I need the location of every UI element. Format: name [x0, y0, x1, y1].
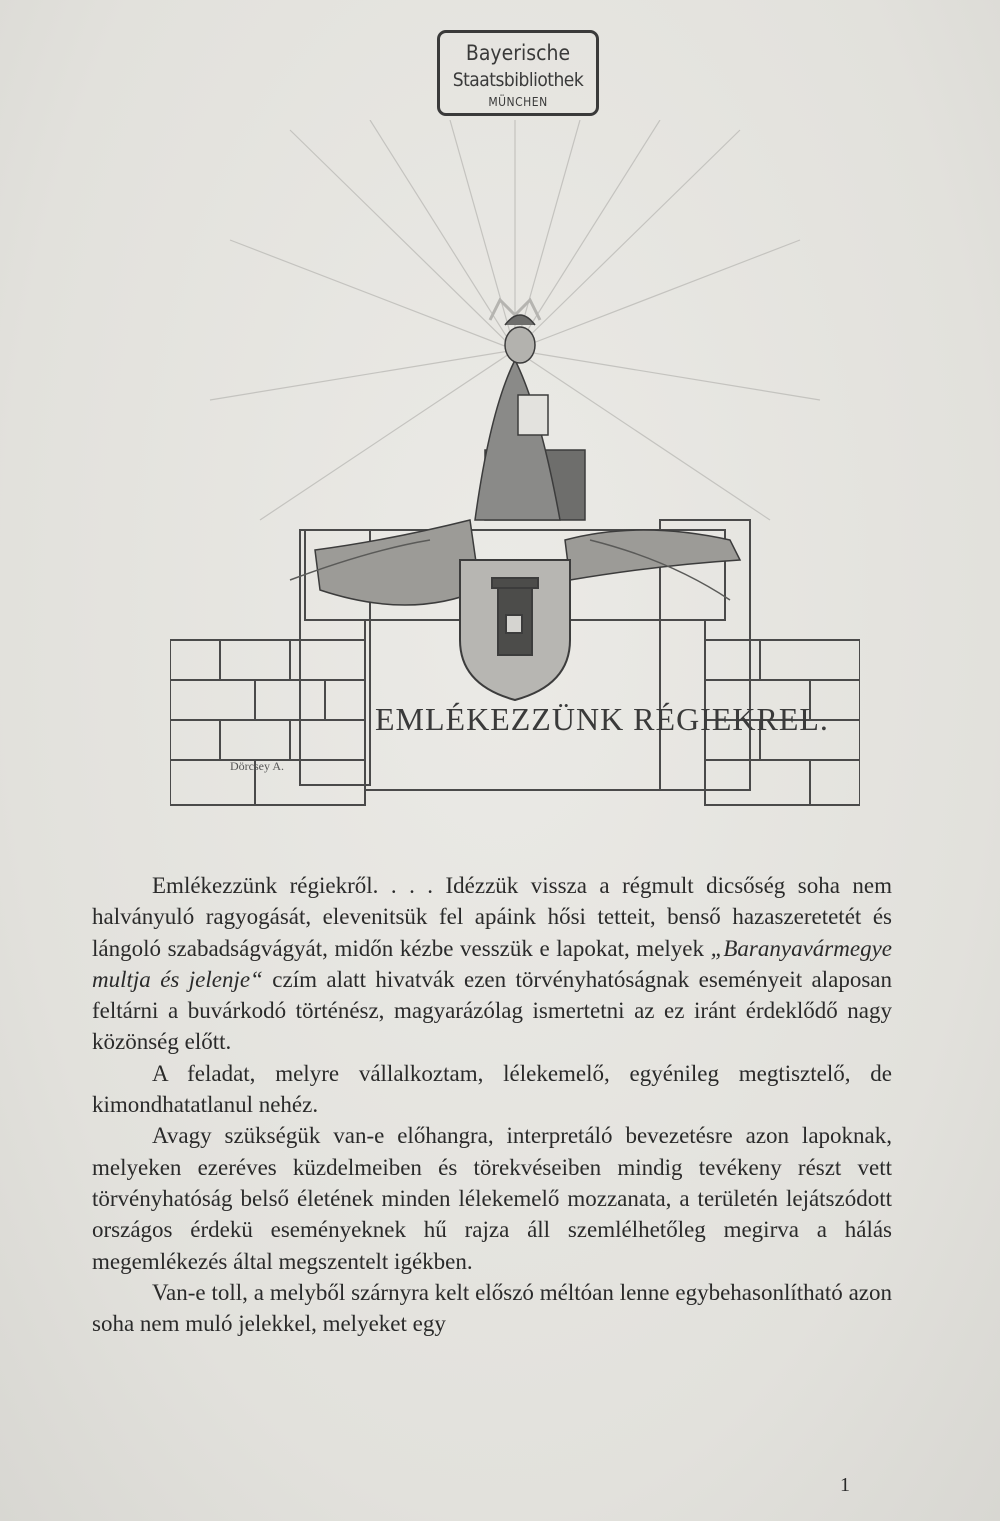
- stamp-line-2: Staatsbibliothek: [452, 69, 584, 91]
- library-stamp: [437, 30, 599, 116]
- artist-signature: Dörcsey A.: [230, 759, 284, 773]
- paragraph-1-lead: Emlékezzünk régiekről. . . . Idézzük vissza a régmult dicsőség soha nem halványuló ragyogását, elevenitsük fel apáink hősi tetteit, benső hazaszeretetét és lángoló szabadságvágyát, midőn kézbe vesszük e lapokat, melyek: [92, 873, 892, 961]
- stamp-line-3: MÜNCHEN: [488, 95, 548, 109]
- stamp-line-1: Bayerische: [465, 41, 571, 65]
- body-text: [92, 870, 892, 1339]
- paragraph-3: Avagy szükségük van-e előhangra, interpretáló bevezetésre azon lapoknak, melyeken ezeréves küzdelmeiben és törekvéseiben mindig tevékeny részt vett törvényhatóság belső életének minden lélekemelő mozzanata, a területén lejátszódott országos érdekü eseményeknek hű rajza áll szemlélhetőleg megirva a hálás megemlékezés által megszentelt igékben.: [92, 1123, 892, 1274]
- page-number: 1: [840, 1474, 850, 1496]
- paragraph-1-tail: czím alatt hivatvák ezen törvényhatóságnak eseményeit alaposan feltárni a buvárkodó történész, magyarázólag ismertetni az ez iránt érdeklődő nagy közönség előtt.: [92, 966, 892, 1055]
- book-title: „Baranyavármegye multja és jelenje“: [92, 935, 892, 992]
- coat-of-arms: [460, 560, 570, 700]
- illustration-banner-text: EMLÉKEZZÜNK RÉGIEKREL.: [375, 701, 829, 737]
- paragraph-1: [92, 870, 892, 1058]
- paragraph-4: Van-e toll, a melyből szárnyra kelt előszó méltóan lenne egybehasonlítható azon soha nem muló jelekkel, melyeket egy: [92, 1279, 892, 1337]
- paragraph-2: A feladat, melyre vállalkoztam, lélekemelő, egyénileg megtisztelő, de kimondhatatlanul nehéz.: [92, 1060, 892, 1118]
- allegorical-illustration: [170, 120, 860, 830]
- seated-figure: [475, 315, 585, 520]
